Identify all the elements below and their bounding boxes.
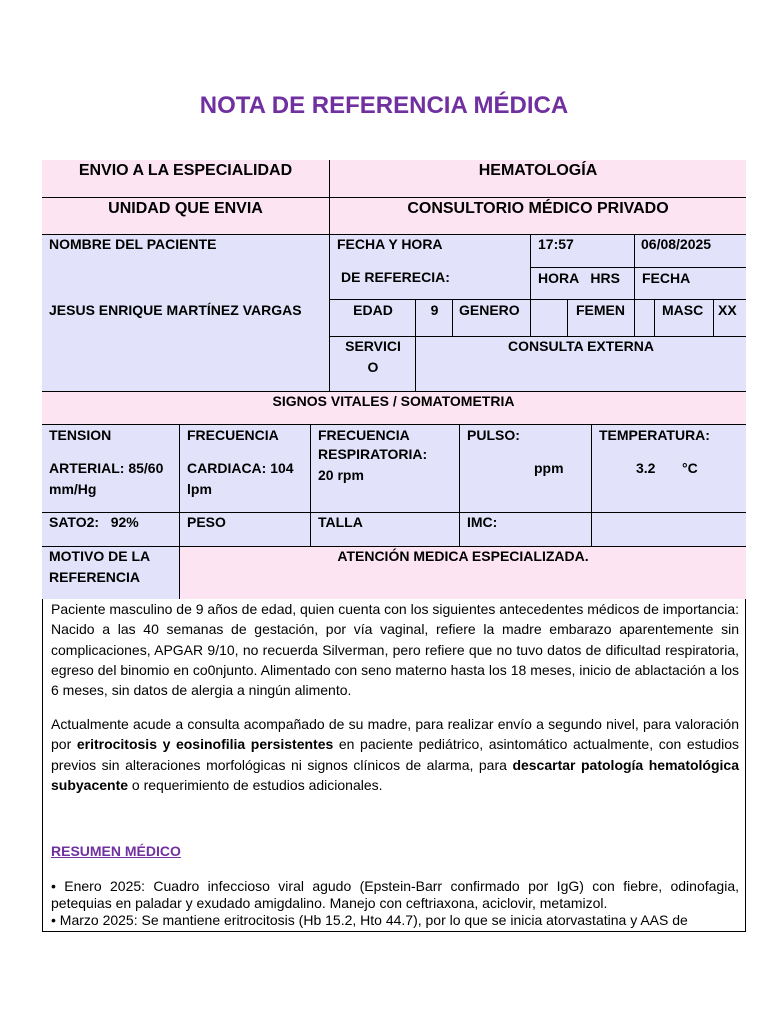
motivo-label-cell: [42, 546, 180, 601]
servicio-label-2: O: [367, 359, 379, 375]
fc-value: CARDIACA: 104: [187, 460, 294, 476]
motivo-value-cell: [179, 546, 746, 601]
edad-label: EDAD: [353, 302, 393, 318]
paragraph-antecedentes: Paciente masculino de 9 años de edad, quien cuenta con los siguientes antecedentes médicos de importancia: Nacido a las 40 semanas de gestación, por vía vaginal, refiere la madre embarazo aparentemente sin complicaciones, APGAR 9/10, no recuerda Silverman, pero refiere que no tuvo datos de dificultad respiratoria, egreso del binomio en co0njunto. Alimentado con seno materno hasta los 18 meses, inicio de ablactación a los 6 meses, sin datos de alergia a ningún alimento.: [51, 601, 740, 699]
fecha-label: FECHA: [642, 270, 691, 286]
unidad-label: UNIDAD QUE ENVIA: [108, 200, 263, 217]
servicio-label-cell: [329, 336, 416, 392]
p2-bold-diagnosis: eritrocitosis y eosinofilia persistentes: [76, 736, 334, 753]
talla-label: TALLA: [318, 514, 363, 530]
tension-value: ARTERIAL: 85/60: [49, 460, 164, 476]
hora-label-cell: [530, 267, 635, 300]
envio-label-cell: [42, 160, 330, 197]
fecha-value: 06/08/2025: [641, 236, 712, 252]
envio-value: HEMATOLOGÍA: [478, 162, 598, 179]
vitals-header: SIGNOS VITALES / SOMATOMETRIA: [272, 393, 515, 409]
hora-label: HORA HRS: [538, 270, 620, 286]
fc-label: FRECUENCIA: [187, 427, 279, 443]
temp-unit: °C: [682, 460, 698, 476]
temp-cell: [591, 424, 746, 513]
fecha-value-cell: [634, 234, 746, 268]
masc-value-cell: [713, 299, 746, 337]
fc-cell: [179, 424, 311, 513]
tension-label: TENSION: [49, 427, 112, 443]
edad-value: 9: [430, 302, 439, 318]
fr-cell: [310, 424, 460, 513]
motivo-value: ATENCIÓN MEDICA ESPECIALIZADA.: [337, 548, 589, 564]
envio-value-cell: [329, 160, 746, 197]
edad-value-cell: [415, 299, 453, 337]
p2-bold-objective: descartar patología hematológica subyacente: [51, 756, 739, 793]
peso-label: PESO: [187, 514, 226, 530]
referral-form: [42, 160, 746, 600]
pulso-unit: ppm: [534, 460, 564, 476]
fr-label-2: RESPIRATORIA:: [318, 446, 428, 462]
resumen-item-enero: • Enero 2025: Cuadro infeccioso viral agudo (Epstein-Barr confirmado por IgG) con fiebre, odinofagia, petequias en paladar y exudado amigdalino. Manejo con ceftriaxona, aciclovir, metamizol.: [51, 878, 739, 911]
servicio-value: CONSULTA EXTERNA: [508, 338, 654, 354]
paragraph-motivo-envio: [51, 714, 739, 795]
fecha-hora-label-1: FECHA Y HORA: [337, 236, 443, 252]
genero-empty-cell: [530, 299, 568, 337]
masc-label: MASC: [662, 302, 704, 318]
servicio-label-1: SERVICI: [345, 338, 401, 354]
peso-cell: [179, 512, 311, 547]
femen-value-cell: [634, 299, 655, 337]
imc-cell: [459, 512, 592, 547]
servicio-value-cell: [415, 336, 746, 392]
nombre-label: NOMBRE DEL PACIENTE: [49, 236, 217, 252]
unidad-value-cell: [329, 197, 746, 235]
nombre-value: JESUS ENRIQUE MARTÍNEZ VARGAS: [49, 302, 302, 318]
fr-value: 20 rpm: [318, 467, 364, 483]
genero-label: GENERO: [459, 302, 520, 318]
tension-unit: mm/Hg: [49, 481, 97, 497]
motivo-label-2: REFERENCIA: [49, 569, 141, 585]
fecha-label-cell: [634, 267, 746, 300]
masc-label-cell: [654, 299, 714, 337]
p2-text-a: Actualmente acude a consulta acompañado de su madre, para realizar envío a segundo nivel, para valoración por: [51, 716, 739, 753]
sato2-cell: [42, 512, 180, 547]
edad-label-cell: [329, 299, 416, 337]
fecha-hora-label-cell: [329, 234, 531, 300]
p2-text-c: en paciente pediátrico, asintomático actualmente, con estudios previos sin alteraciones morfológicas ni signos clínicos de alarma, para: [51, 736, 740, 773]
fr-label: FRECUENCIA: [318, 427, 410, 443]
fc-unit: lpm: [187, 481, 212, 497]
document-title: NOTA DE REFERENCIA MÉDICA: [199, 92, 569, 119]
patient-block: [42, 234, 330, 392]
tension-cell: [42, 424, 180, 513]
temp-label: TEMPERATURA:: [599, 427, 710, 443]
motivo-label-1: MOTIVO DE LA: [49, 548, 151, 564]
femen-label-cell: [567, 299, 635, 337]
pulso-cell: [459, 424, 592, 513]
fecha-hora-label-2: DE REFERECIA:: [341, 269, 450, 285]
clinical-narrative: [42, 599, 746, 932]
resumen-medico-heading: RESUMEN MÉDICO: [51, 843, 181, 859]
imc-value-cell: [591, 512, 746, 547]
imc-label: IMC:: [467, 514, 498, 530]
unidad-label-cell: [42, 197, 330, 235]
envio-label: ENVIO A LA ESPECIALIDAD: [78, 162, 293, 179]
unidad-value: CONSULTORIO MÉDICO PRIVADO: [407, 200, 669, 217]
talla-cell: [310, 512, 460, 547]
hora-value-cell: [530, 234, 635, 268]
p2-text-e: o requerimiento de estudios adicionales.: [128, 776, 383, 793]
masc-value: XX: [718, 302, 737, 318]
pulso-label: PULSO:: [467, 427, 520, 443]
femen-label: FEMEN: [576, 302, 625, 318]
hora-value: 17:57: [538, 236, 574, 252]
temp-value: 3.2: [636, 460, 656, 476]
vitals-header-cell: [42, 391, 746, 425]
sato2: SATO2: 92%: [49, 514, 139, 530]
genero-label-cell: [452, 299, 531, 337]
resumen-item-marzo: • Marzo 2025: Se mantiene eritrocitosis (Hb 15.2, Hto 44.7), por lo que se inicia atorvastatina y AAS de: [51, 912, 688, 928]
